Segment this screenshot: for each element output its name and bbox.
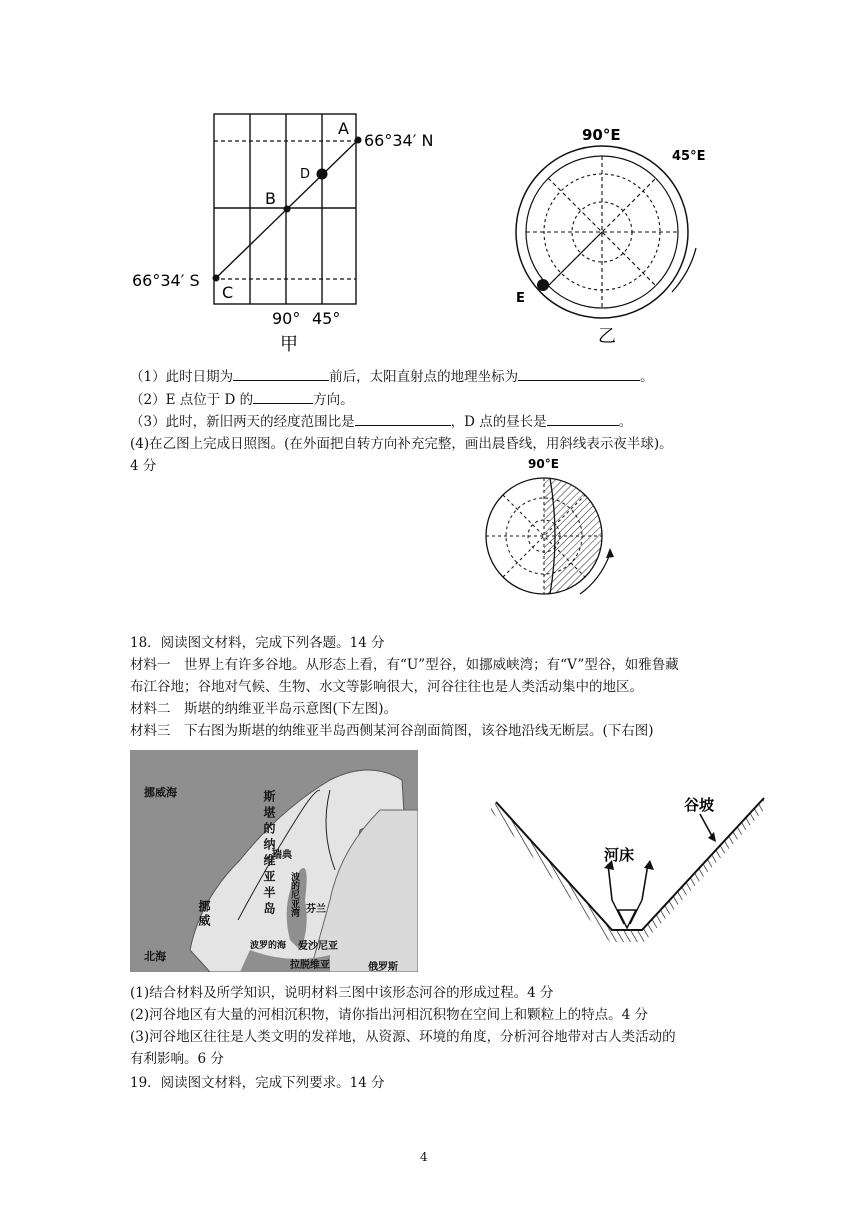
- label-a: A: [338, 119, 349, 138]
- q17-3-text-b: ，D 点的昼长是: [450, 414, 547, 430]
- answer-blank[interactable]: [355, 411, 451, 426]
- q18-sub-1: (1)结合材料及所学知识，说明材料三图中该形态河谷的形成过程。4 分: [130, 985, 554, 1001]
- label-d: D: [300, 167, 311, 182]
- q17-3-text-c: 。: [618, 414, 633, 430]
- page-number: 4: [420, 1150, 428, 1164]
- answer-blank[interactable]: [518, 366, 640, 381]
- caption-jia: 甲: [280, 334, 298, 355]
- q18-sub-3-line-1: (3)河谷地区往往是人类文明的发祥地，从资源、环境的角度，分析河谷地带对古人类活动的: [130, 1029, 676, 1045]
- label-norwegian-sea: 挪威海: [144, 786, 177, 799]
- q17-line-1: [130, 366, 654, 388]
- label-finland: 芬兰: [306, 904, 326, 915]
- label-b: B: [265, 189, 276, 208]
- figure-answer-illumination: [480, 456, 640, 606]
- q19-title: 19．阅读图文材料，完成下列要求。14 分: [130, 1075, 385, 1091]
- label-norway: 挪威: [197, 900, 211, 928]
- lat-south: 66°34′ S: [132, 271, 200, 290]
- q18-sub-2: (2)河谷地区有大量的河相沉积物，请你指出河相沉积物在空间上和颗粒上的特点。4 分: [130, 1007, 649, 1023]
- q17-2-text-b: 方向。: [313, 392, 354, 408]
- point-e: [537, 279, 549, 291]
- q17-line-3: [130, 411, 632, 433]
- label-bothnia: 波的尼亚湾: [289, 872, 299, 917]
- q18-sub-3-line-2: 有利影响。6 分: [130, 1051, 224, 1067]
- lon-45: 45°: [312, 309, 341, 328]
- label-slope: 谷坡: [684, 796, 715, 814]
- q17-score: 4 分: [130, 458, 157, 474]
- point-b: [284, 206, 291, 213]
- q17-line-2: [130, 389, 354, 411]
- q18-material-1-line-2: 布江谷地；谷地对气候、生物、水文等影响很大，河谷往往也是人类活动集中的地区。: [130, 679, 643, 695]
- caption-yi: 乙: [598, 326, 616, 347]
- label-e: E: [516, 291, 525, 306]
- figure-yi: [500, 120, 730, 350]
- label-estonia: 爱沙尼亚: [298, 941, 338, 952]
- scandinavia-map: [130, 750, 418, 972]
- q17-3-text-a: （3）此时，新旧两天的经度范围比是: [130, 414, 355, 430]
- label-russia: 俄罗斯: [368, 962, 398, 972]
- q18-material-3: 材料三 下右图为斯堪的纳维亚半岛西侧某河谷剖面简图，该谷地沿线无断层。(下右图): [130, 723, 654, 739]
- q17-1-text-b: 前后，太阳直射点的地理坐标为: [329, 369, 519, 385]
- figure-jia: [130, 108, 460, 358]
- answer-blank[interactable]: [547, 411, 619, 426]
- night-hemisphere: [544, 474, 608, 600]
- answer-blank[interactable]: [233, 366, 329, 381]
- answer-blank[interactable]: [253, 389, 313, 404]
- label-90e: 90°E: [582, 126, 621, 144]
- q17-1-text-c: 。: [640, 369, 654, 385]
- point-c: [213, 275, 220, 282]
- valley-profile: [488, 780, 778, 960]
- label-peninsula: 斯堪的纳维亚半岛: [262, 790, 276, 918]
- q17-2-text-a: （2）E 点位于 D 的: [130, 392, 254, 408]
- point-d: [317, 169, 328, 180]
- q18-material-2: 材料二 斯堪的纳维亚半岛示意图(下左图)。: [130, 701, 398, 717]
- answer-label-90e: 90°E: [528, 457, 559, 471]
- label-c: C: [222, 283, 234, 302]
- point-a: [355, 137, 362, 144]
- label-north-sea: 北海: [144, 950, 166, 963]
- label-baltic: 波罗的海: [250, 941, 287, 951]
- q18-title: 18．阅读图文材料，完成下列各题。14 分: [130, 635, 385, 651]
- label-45e: 45°E: [672, 149, 706, 164]
- lon-90: 90°: [272, 309, 301, 328]
- lat-north: 66°34′ N: [364, 131, 434, 150]
- label-latvia: 拉脱维亚: [290, 960, 330, 971]
- q17-line-4: (4)在乙图上完成日照图。(在外面把自转方向补充完整，画出晨昏线，用斜线表示夜半球)。: [130, 436, 673, 452]
- q18-material-1-line-1: 材料一 世界上有许多谷地。从形态上看，有“U”型谷，如挪威峡湾；有“V”型谷，如雅鲁藏: [130, 657, 679, 673]
- q17-1-text-a: （1）此时日期为: [130, 369, 234, 385]
- label-riverbed: 河床: [604, 846, 635, 864]
- label-sweden: 瑞典: [272, 850, 292, 861]
